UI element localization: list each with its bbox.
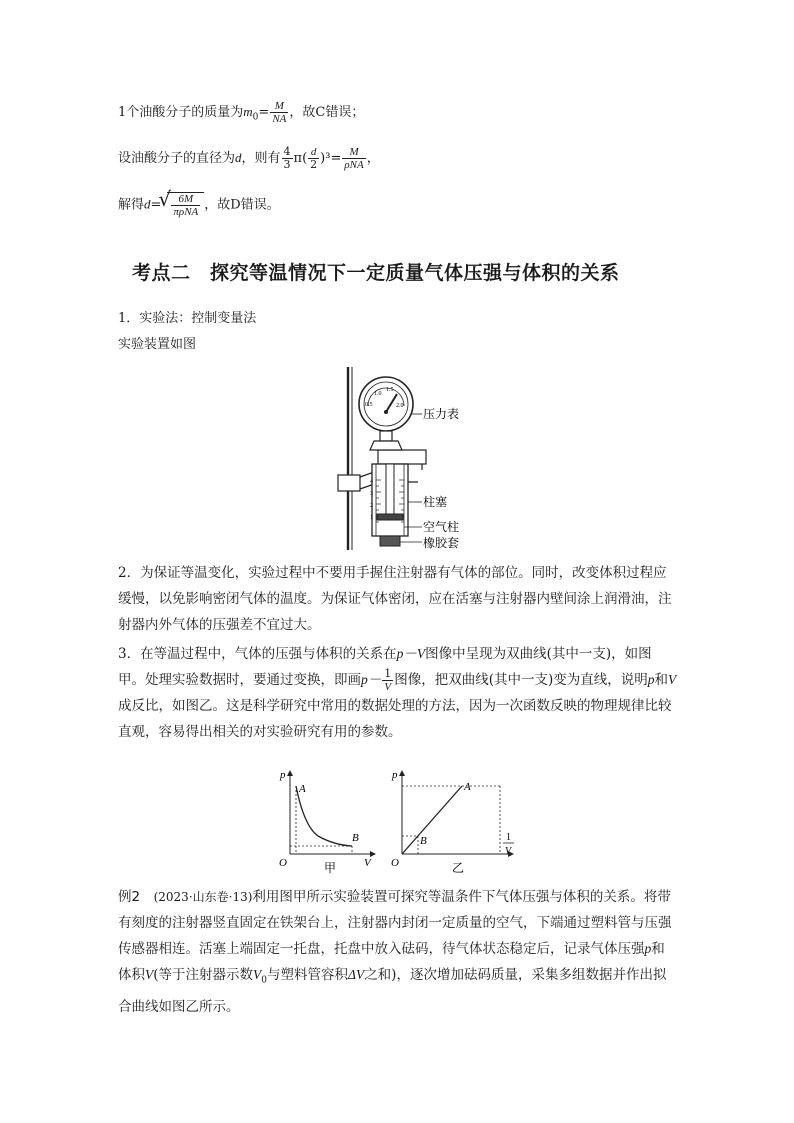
scale-mark: 4: [370, 479, 373, 485]
hyperbola-curve: [296, 786, 352, 846]
graph-yi: [390, 768, 520, 878]
example-label: 例2: [118, 889, 141, 905]
fraction-d-over-2: $\frac{d}{2}$: [310, 146, 318, 171]
label-rubber-cap: 橡胶套: [423, 536, 460, 550]
graph-caption: 乙: [452, 861, 465, 875]
scale-mark: 3: [370, 491, 373, 497]
point-b-label: B: [420, 835, 427, 847]
gauge-tick: 1.0: [374, 391, 382, 397]
scale-mark: 2: [370, 503, 373, 509]
scale-mark: 1: [370, 515, 373, 521]
y-axis-label: p: [280, 769, 286, 781]
label-pressure-gauge: 压力表: [423, 407, 460, 421]
formula-line-diameter: 设油酸分子的直径为d，则有 $\frac{4}{3}$ π( $\frac{d}{2}$ )³= $\frac{M}{\text{ρNA}}$ ，: [118, 145, 380, 171]
formula-line-solve-d: 解得d= √ $\frac{6M}{\text{πρNA}}$ ，故D错误。: [118, 192, 280, 218]
rubber-cap: [380, 536, 400, 546]
item3-paragraph: 3．在等温过程中，气体的压强与体积的关系在p－V图像中呈现为双曲线(其中一支)，如图甲。处理实验数据时，要通过变换，即画p－ $\frac{1}{V}$ 图像，把双曲线(其中一支)变为直线，说明p和V成反比，如图乙。这是科学研究中常用的数据处理的方法，因为一次函数反映的物理规律比较直观，容易得出相关的对实验研究有用的参数。: [118, 646, 677, 740]
origin-label: O: [391, 857, 399, 869]
graph-caption: 甲: [324, 861, 337, 875]
cube-root: √ $\frac{6M}{\text{πρNA}}$: [167, 192, 204, 218]
fraction-one-over-v: $\frac{1}{V}$: [384, 667, 392, 693]
formula-line-molecule-mass: 1个油酸分子的质量为$m_0=$ $\frac{M}{NA}$ ，故C错误；: [118, 100, 365, 125]
gauge-tick: 2.0: [396, 403, 404, 409]
plunger-rod: [386, 464, 394, 516]
clamp: [338, 475, 360, 491]
item1-title: 1．实验法：控制变量法: [118, 311, 257, 326]
item1-sub: 实验装置如图: [118, 337, 197, 352]
x-axis-label-den: V: [505, 846, 512, 857]
syringe-apparatus-diagram: [330, 362, 500, 552]
item2-paragraph: 2．为保证等温变化，实验过程中不要用手握住注射器有气体的部位。同时，改变体积过程应缓慢，以免影响密闭气体的温度。为保证气体密闭，应在活塞与注射器内壁间涂上润滑油，注射器内外气体的压强差不宜过大。: [118, 565, 672, 633]
section-heading: 考点二 探究等温情况下一定质量气体压强与体积的关系: [132, 262, 620, 284]
linear-line: [402, 786, 462, 854]
label-air-column: 空气柱: [423, 520, 460, 534]
origin-label: O: [279, 857, 287, 869]
graph-jia: [274, 768, 384, 878]
label-piston: 柱塞: [423, 495, 448, 509]
piston: [377, 514, 403, 520]
point-a-label: A: [464, 781, 471, 793]
fraction-m-over-na: $\frac{M}{NA}$: [272, 100, 287, 125]
y-axis-label: p: [392, 769, 398, 781]
x-axis-label: V: [364, 857, 371, 869]
fraction-m-over-rho-na: $\frac{M}{\text{ρNA}}$: [344, 146, 364, 171]
fraction-four-thirds: $\frac{4}{3}$: [283, 145, 291, 171]
example-source: (2023·山东卷·13): [153, 890, 253, 904]
gauge-tick: 0.5: [365, 402, 373, 408]
x-axis-label-num: 1: [506, 832, 511, 843]
point-a-label: A: [299, 783, 306, 795]
gauge-tick: 1.5: [386, 387, 394, 393]
point-b-label: B: [352, 832, 359, 844]
example2-paragraph: 例2 (2023·山东卷·13)利用图甲所示实验装置可探究等温条件下气体压强与体积的关系。将带有刻度的注射器竖直固定在铁架台上，注射器内封闭一定质量的空气，下端通过塑料管与压强传感器相连。活塞上端固定一托盘，托盘中放入砝码，待气体状态稳定后，记录气体压强p和体积V(等于注射器示数$V_0$与塑料管容积ΔV之和)，逐次增加砝码质量，采集多组数据并作出拟合曲线如图乙所示。: [118, 889, 672, 1015]
